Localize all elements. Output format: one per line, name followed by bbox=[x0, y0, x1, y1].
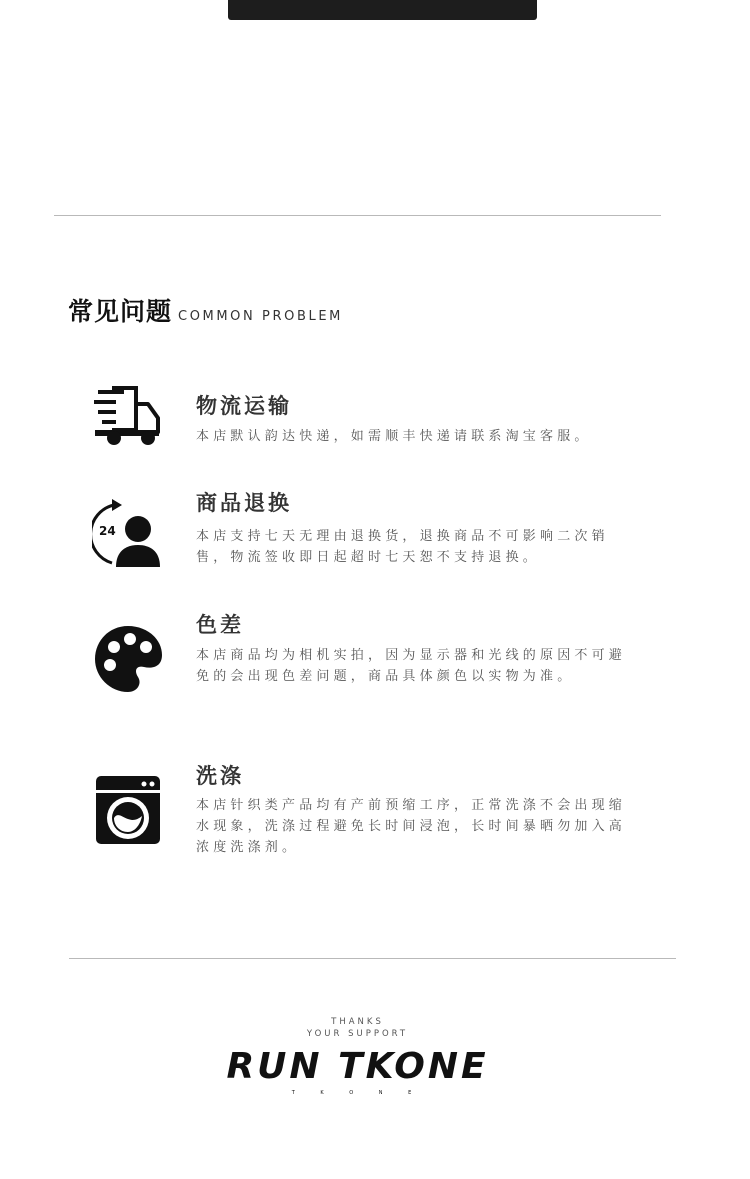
section-title-cn: 常见问题 bbox=[68, 297, 173, 326]
thanks-text: THANKS bbox=[331, 1017, 384, 1027]
faq-text: 本店支持七天无理由退换货，退换商品不可影响二次销售，物流签收即日起超时七天恕不支持退换。 bbox=[196, 529, 609, 565]
faq-text: 本店针织类产品均有产前预缩工序，正常洗涤不会出现缩水现象，洗涤过程避免长时间浸泡，长时间暴晒勿加入高浓度洗涤剂。 bbox=[196, 798, 627, 855]
faq-text: 本店商品均为相机实拍，因为显示器和光线的原因不可避免的会出现色差问题，商品具体颜色以实物为准。 bbox=[196, 648, 627, 684]
section-title-en: COMMON PROBLEM bbox=[178, 309, 343, 324]
faq-heading: 物流运输 bbox=[196, 394, 292, 418]
color-palette-icon bbox=[92, 623, 164, 695]
faq-heading: 色差 bbox=[196, 613, 244, 637]
faq-text: 本店默认韵达快递，如需顺丰快递请联系淘宝客服。 bbox=[196, 429, 592, 444]
brand-subtitle: T K O N E bbox=[291, 1090, 424, 1096]
faq-heading: 商品退换 bbox=[196, 491, 292, 515]
24h-support-icon bbox=[92, 495, 164, 567]
divider-bottom bbox=[69, 958, 676, 959]
brand-logo-text: RUN TKONE bbox=[226, 1046, 489, 1087]
faq-heading: 洗涤 bbox=[196, 764, 244, 788]
delivery-truck-icon bbox=[92, 384, 164, 456]
support-text: YOUR SUPPORT bbox=[306, 1029, 409, 1039]
divider-top bbox=[54, 215, 661, 216]
section-title bbox=[68, 292, 343, 328]
product-photo-bottom-edge bbox=[228, 0, 537, 20]
washing-machine-icon bbox=[92, 774, 164, 846]
svg-text:24: 24 bbox=[99, 524, 116, 538]
